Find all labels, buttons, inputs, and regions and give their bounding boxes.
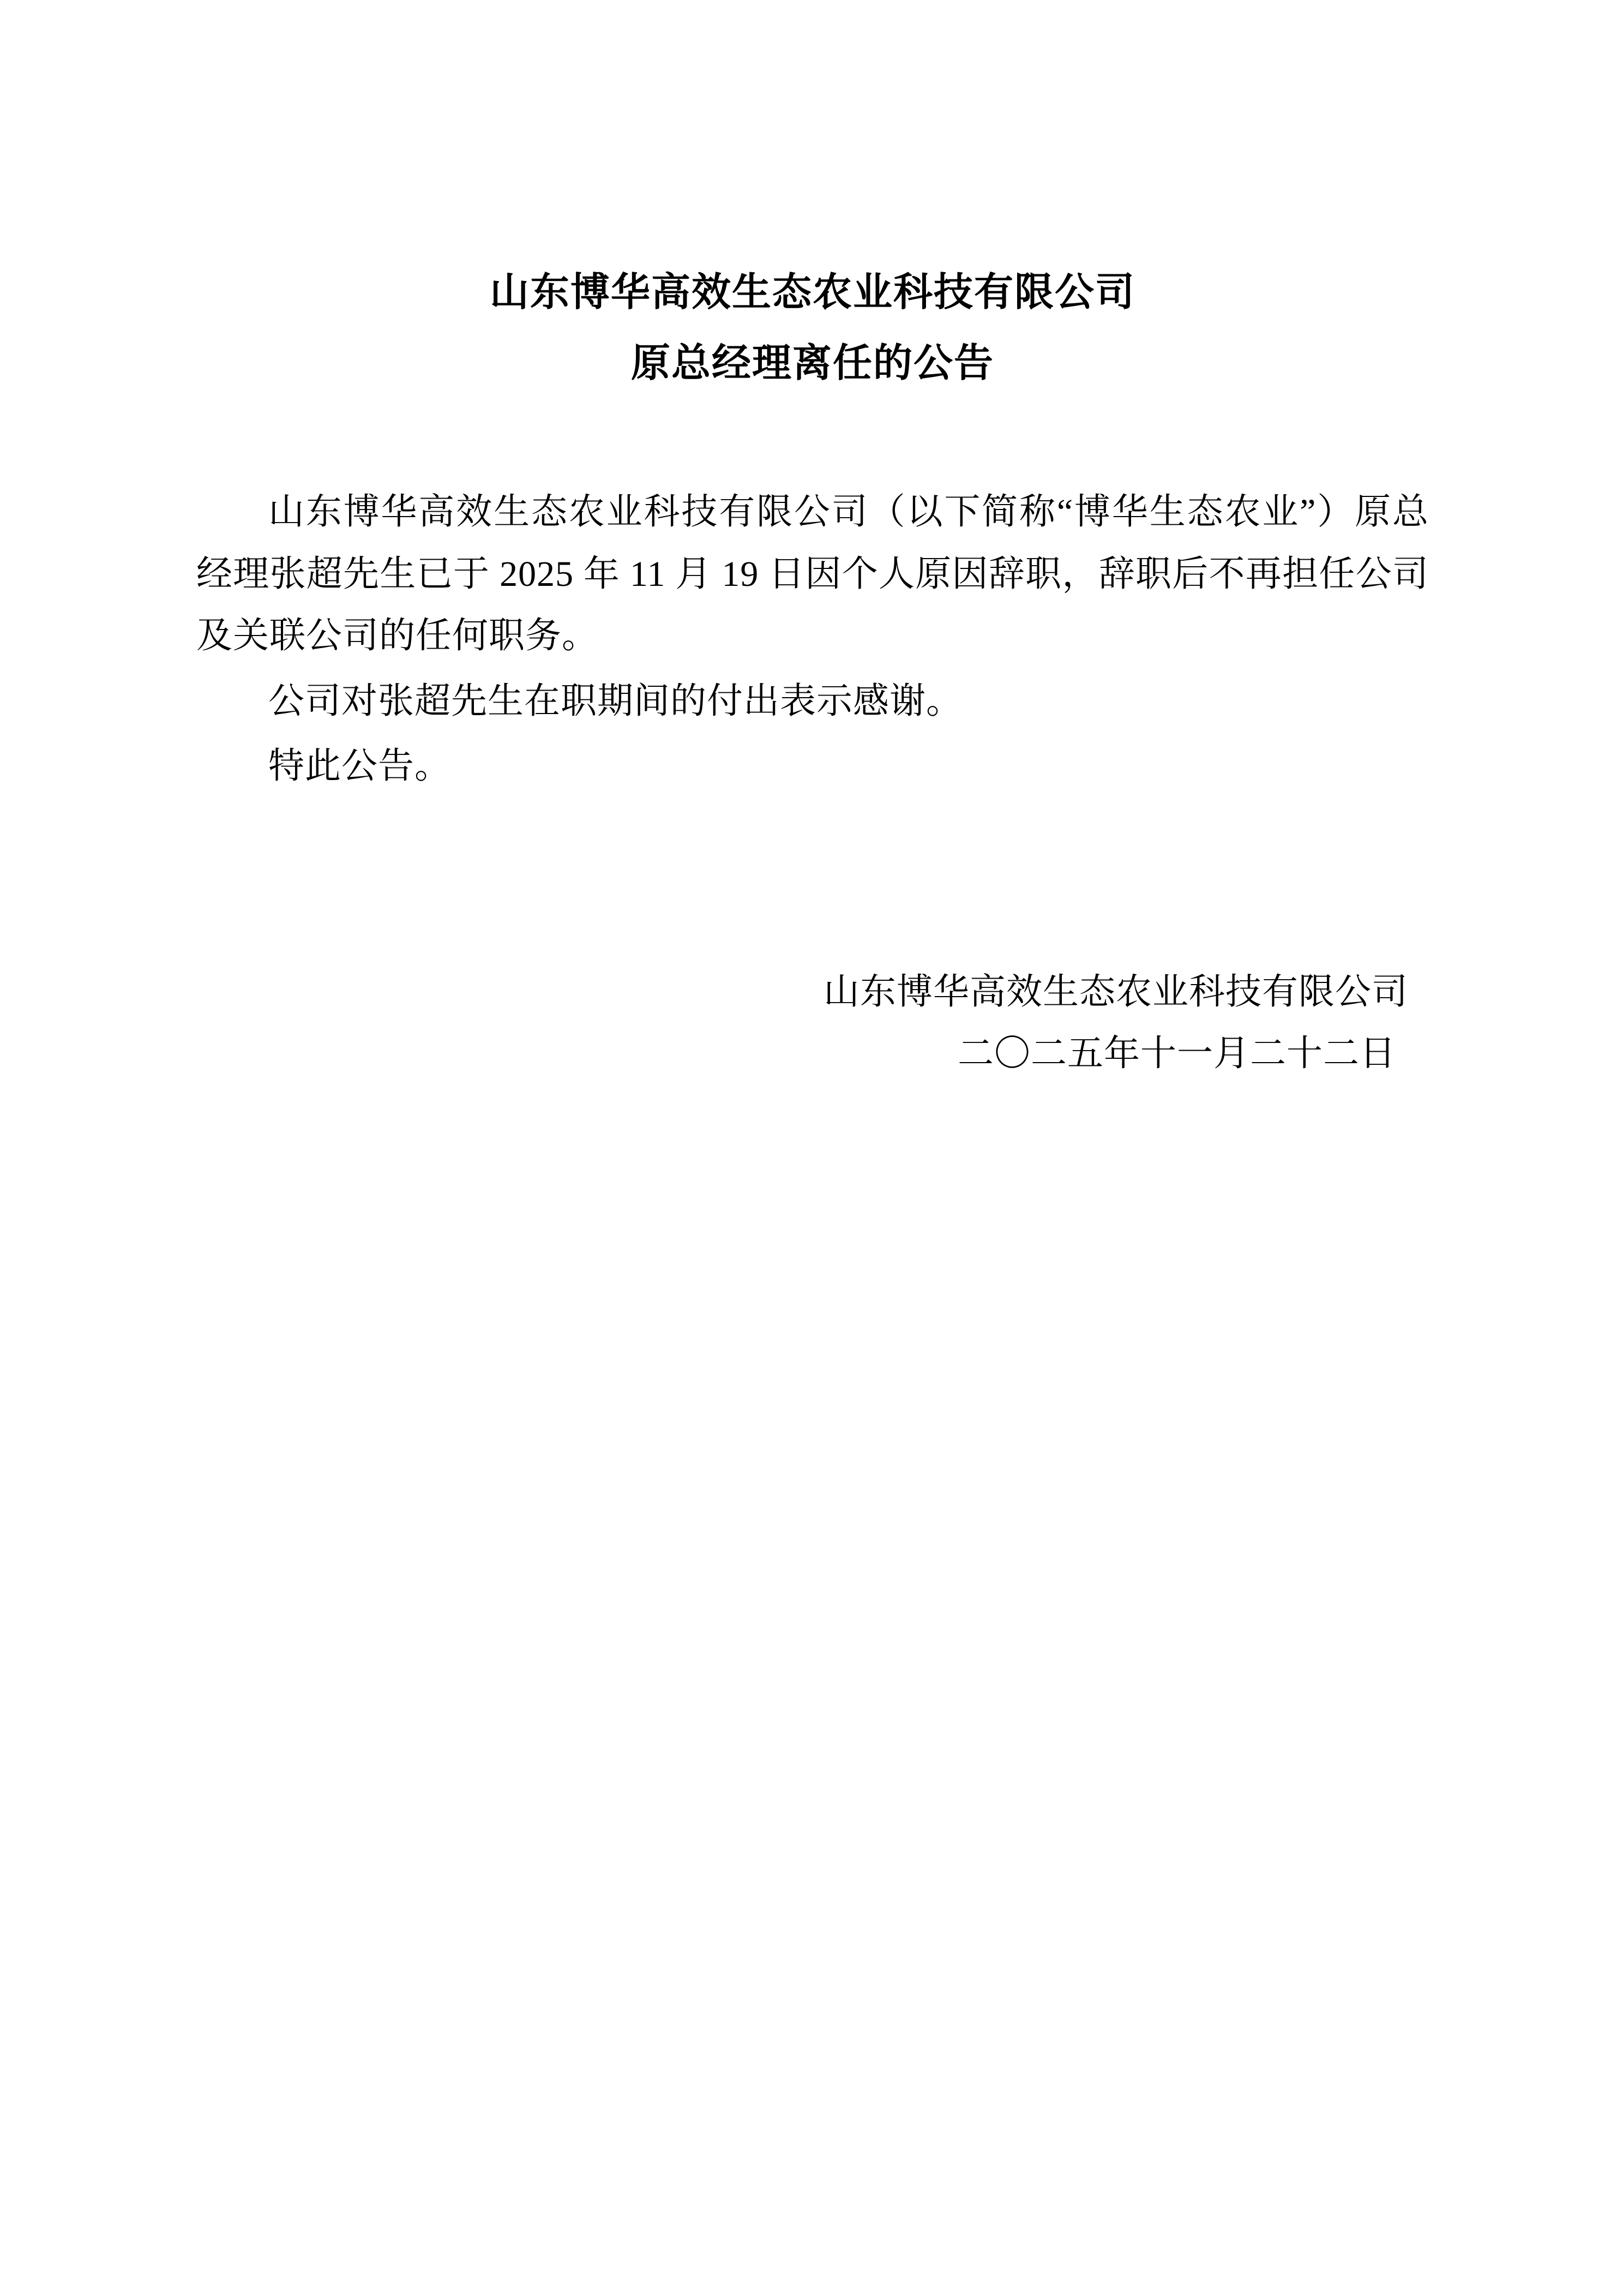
page-title [196,273,1429,383]
body-text [196,481,1429,798]
signature-date: 二〇二五年十一月二十二日 [958,1034,1396,1074]
signature-company: 山东博华高效生态农业科技有限公司 [823,972,1408,1012]
paragraph-3: 特此公告。 [268,746,451,787]
signature-block [196,961,1429,1085]
title-line-1: 山东博华高效生态农业科技有限公司 [489,271,1135,314]
paragraph-2: 公司对张超先生在职期间的付出表示感谢。 [268,681,963,721]
title-line-2: 原总经理离任的公告 [630,341,994,385]
paragraph-1: 山东博华高效生态农业科技有限公司（以下简称“博华生态农业”）原总经理张超先生已于 2025 年 11 月 19 日因个人原因辞职，辞职后不再担任公司及关联公司的任何职务。 [196,492,1429,656]
document-content [196,273,1429,1085]
